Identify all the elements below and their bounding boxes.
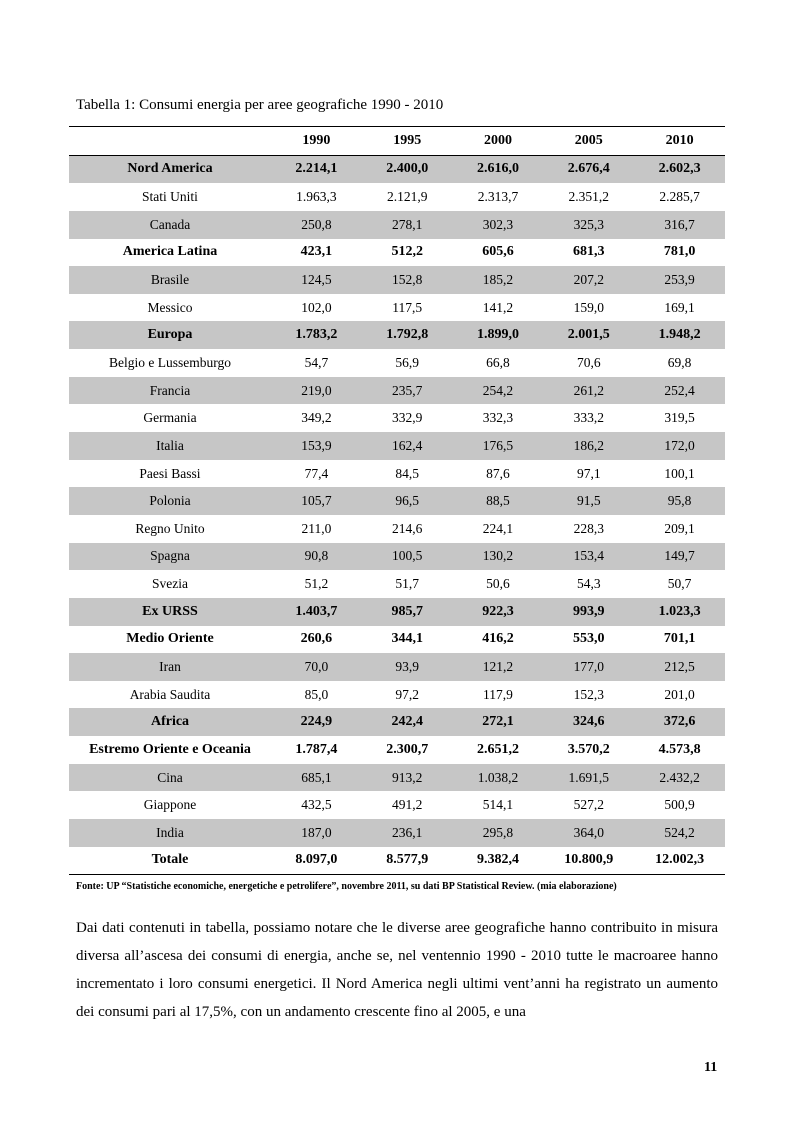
value-cell: 302,3 — [453, 211, 544, 239]
value-cell: 349,2 — [301, 410, 332, 426]
value-cell: 102,0 — [301, 299, 332, 315]
value-cell: 1.899,0 — [453, 321, 544, 349]
value-cell: 105,7 — [271, 487, 362, 515]
value-cell: 2.285,7 — [659, 189, 700, 205]
table-row — [69, 736, 725, 764]
value-cell: 1.403,7 — [271, 598, 362, 626]
value-cell: 253,9 — [634, 266, 725, 294]
region-label-cell: Francia — [69, 377, 271, 405]
value-cell: 169,1 — [664, 299, 695, 315]
table-row — [69, 598, 725, 626]
value-cell: 781,0 — [663, 244, 696, 260]
value-cell: 913,2 — [362, 764, 453, 792]
value-cell: 3.570,2 — [567, 741, 610, 757]
page-number: 11 — [704, 1060, 718, 1075]
table-row — [69, 183, 725, 211]
value-cell: 491,2 — [392, 797, 423, 813]
table-row — [69, 764, 725, 792]
value-cell: 2.300,7 — [386, 741, 429, 757]
value-cell: 514,1 — [482, 797, 514, 813]
header-cell-region — [69, 127, 271, 156]
value-cell: 90,8 — [271, 543, 362, 571]
value-cell: 681,3 — [573, 244, 605, 260]
value-cell: 54,7 — [304, 354, 329, 370]
value-cell: 211,0 — [301, 520, 332, 536]
value-cell: 261,2 — [543, 377, 634, 405]
value-cell: 325,3 — [543, 211, 634, 239]
table-row — [69, 847, 725, 875]
value-cell: 69,8 — [667, 354, 692, 370]
value-cell: 12.002,3 — [634, 847, 725, 875]
value-cell: 1.023,3 — [634, 598, 725, 626]
value-cell: 605,6 — [482, 244, 514, 260]
value-cell: 242,4 — [362, 708, 453, 736]
table-row — [69, 294, 725, 322]
value-cell: 235,7 — [362, 377, 453, 405]
region-label-cell: Giappone — [143, 797, 197, 813]
value-cell: 2.313,7 — [477, 189, 519, 205]
value-cell: 141,2 — [482, 299, 514, 315]
value-cell: 423,1 — [300, 244, 333, 260]
table-caption: Tabella 1: Consumi energia per aree geografiche 1990 - 2010 — [76, 97, 444, 113]
value-cell: 278,1 — [362, 211, 453, 239]
value-cell: 100,1 — [664, 465, 695, 481]
value-cell: 553,0 — [573, 631, 605, 647]
value-cell: 2.400,0 — [362, 155, 453, 183]
value-cell: 95,8 — [634, 487, 725, 515]
value-cell: 2.602,3 — [634, 155, 725, 183]
value-cell: 176,5 — [453, 432, 544, 460]
value-cell: 187,0 — [271, 819, 362, 847]
table-row — [69, 239, 725, 267]
table-row — [69, 404, 725, 432]
value-cell: 224,9 — [271, 708, 362, 736]
value-cell: 117,5 — [392, 299, 423, 315]
table-row — [69, 155, 725, 183]
table-source-note: Fonte: UP “Statistiche economiche, energetiche e petrolifere”, novembre 2011, su dati BP Statistical Review. (mia elaborazione) — [76, 881, 617, 892]
value-cell: 51,7 — [395, 576, 419, 592]
value-cell: 993,9 — [543, 598, 634, 626]
value-cell: 186,2 — [543, 432, 634, 460]
header-cell-year: 1990 — [271, 127, 362, 156]
value-cell: 91,5 — [543, 487, 634, 515]
region-label-cell: Stati Uniti — [142, 189, 198, 205]
region-label-cell: Nord America — [69, 155, 271, 183]
region-label-cell: Europa — [69, 321, 271, 349]
value-cell: 260,6 — [300, 631, 333, 647]
table-row — [69, 653, 725, 681]
body-paragraph — [76, 914, 718, 1026]
region-label-cell: Brasile — [69, 266, 271, 294]
header-cell-year: 2000 — [453, 127, 544, 156]
value-cell: 319,5 — [664, 410, 695, 426]
value-cell: 9.382,4 — [453, 847, 544, 875]
value-cell: 512,2 — [391, 244, 423, 260]
value-cell: 207,2 — [543, 266, 634, 294]
table-row — [69, 377, 725, 405]
value-cell: 500,9 — [664, 797, 695, 813]
value-cell: 332,9 — [392, 410, 423, 426]
value-cell: 149,7 — [634, 543, 725, 571]
value-cell: 228,3 — [573, 520, 604, 536]
value-cell: 250,8 — [271, 211, 362, 239]
value-cell: 152,8 — [362, 266, 453, 294]
region-label-cell: America Latina — [122, 244, 218, 260]
value-cell: 2.121,9 — [386, 189, 428, 205]
value-cell: 88,5 — [453, 487, 544, 515]
value-cell: 66,8 — [486, 354, 510, 370]
value-cell: 87,6 — [486, 465, 510, 481]
region-label-cell: Messico — [147, 299, 193, 315]
region-label-cell: Iran — [69, 653, 271, 681]
value-cell: 153,9 — [271, 432, 362, 460]
table-row — [69, 349, 725, 377]
table-row — [69, 791, 725, 819]
value-cell: 432,5 — [301, 797, 332, 813]
region-label-cell: Canada — [69, 211, 271, 239]
value-cell: 4.573,8 — [658, 741, 701, 757]
value-cell: 212,5 — [634, 653, 725, 681]
table-row — [69, 266, 725, 294]
value-cell: 1.948,2 — [634, 321, 725, 349]
value-cell: 922,3 — [453, 598, 544, 626]
region-label-cell: Germania — [143, 410, 197, 426]
value-cell: 2.001,5 — [543, 321, 634, 349]
value-cell: 364,0 — [543, 819, 634, 847]
value-cell: 254,2 — [453, 377, 544, 405]
value-cell: 2.432,2 — [634, 764, 725, 792]
value-cell: 124,5 — [271, 266, 362, 294]
value-cell: 8.577,9 — [362, 847, 453, 875]
value-cell: 77,4 — [304, 465, 329, 481]
region-label-cell: India — [69, 819, 271, 847]
value-cell: 201,0 — [664, 686, 695, 702]
table-row — [69, 570, 725, 598]
value-cell: 50,6 — [486, 576, 510, 592]
value-cell: 214,6 — [392, 520, 423, 536]
region-label-cell: Spagna — [69, 543, 271, 571]
value-cell: 527,2 — [573, 797, 604, 813]
region-label-cell: Belgio e Lussemburgo — [109, 354, 231, 370]
value-cell: 121,2 — [453, 653, 544, 681]
header-cell-year: 2010 — [634, 127, 725, 156]
region-label-cell: Africa — [69, 708, 271, 736]
value-cell: 153,4 — [543, 543, 634, 571]
value-cell: 51,2 — [304, 576, 329, 592]
value-cell: 117,9 — [483, 686, 513, 702]
region-label-cell: Italia — [69, 432, 271, 460]
value-cell: 372,6 — [634, 708, 725, 736]
value-cell: 2.214,1 — [271, 155, 362, 183]
value-cell: 97,1 — [576, 465, 601, 481]
region-label-cell: Regno Unito — [135, 520, 205, 536]
value-cell: 1.792,8 — [362, 321, 453, 349]
table-row — [69, 543, 725, 571]
table-row — [69, 460, 725, 488]
table-row — [69, 708, 725, 736]
value-cell: 85,0 — [304, 686, 329, 702]
region-label-cell: Polonia — [69, 487, 271, 515]
value-cell: 1.783,2 — [271, 321, 362, 349]
value-cell: 177,0 — [543, 653, 634, 681]
value-cell: 224,1 — [482, 520, 514, 536]
value-cell: 50,7 — [667, 576, 692, 592]
value-cell: 8.097,0 — [271, 847, 362, 875]
value-cell: 1.691,5 — [543, 764, 634, 792]
value-cell: 701,1 — [663, 631, 696, 647]
value-cell: 84,5 — [395, 465, 419, 481]
value-cell: 159,0 — [573, 299, 604, 315]
table-row — [69, 515, 725, 543]
value-cell: 54,3 — [576, 576, 601, 592]
value-cell: 2.676,4 — [543, 155, 634, 183]
value-cell: 524,2 — [634, 819, 725, 847]
value-cell: 219,0 — [271, 377, 362, 405]
region-label-cell: Arabia Saudita — [129, 686, 211, 702]
value-cell: 93,9 — [362, 653, 453, 681]
table-header-row — [69, 127, 725, 156]
value-cell: 56,9 — [395, 354, 419, 370]
value-cell: 152,3 — [573, 686, 604, 702]
table-row — [69, 432, 725, 460]
value-cell: 10.800,9 — [543, 847, 634, 875]
value-cell: 316,7 — [634, 211, 725, 239]
value-cell: 2.651,2 — [476, 741, 519, 757]
value-cell: 96,5 — [362, 487, 453, 515]
value-cell: 2.616,0 — [453, 155, 544, 183]
value-cell: 172,0 — [634, 432, 725, 460]
paragraph-text: Dai dati contenuti in tabella, possiamo notare che le diverse aree geografiche hanno contribuito in misura diversa all’ascesa dei consumi di energia, anche se, nel ventennio 1990 - 2010 tutte le macroaree hanno incrementato i loro consumi energetici. Il Nord America negli ultimi vent’anni ha registrato un aumento dei consumi pari al 17,5%, con un andamento crescente fino al 2005, e una — [76, 920, 718, 1020]
value-cell: 70,0 — [271, 653, 362, 681]
region-label-cell: Ex URSS — [69, 598, 271, 626]
value-cell: 252,4 — [634, 377, 725, 405]
value-cell: 985,7 — [362, 598, 453, 626]
region-label-cell: Medio Oriente — [126, 631, 214, 647]
value-cell: 162,4 — [362, 432, 453, 460]
value-cell: 130,2 — [453, 543, 544, 571]
value-cell: 295,8 — [453, 819, 544, 847]
table-row — [69, 321, 725, 349]
value-cell: 416,2 — [482, 631, 514, 647]
table-row — [69, 819, 725, 847]
table-row — [69, 487, 725, 515]
value-cell: 344,1 — [391, 631, 423, 647]
value-cell: 272,1 — [453, 708, 544, 736]
region-label-cell: Totale — [69, 847, 271, 875]
value-cell: 185,2 — [453, 266, 544, 294]
value-cell: 100,5 — [362, 543, 453, 571]
value-cell: 1.038,2 — [453, 764, 544, 792]
energy-consumption-table — [69, 126, 725, 875]
value-cell: 97,2 — [395, 686, 419, 702]
value-cell: 1.963,3 — [296, 189, 337, 205]
header-cell-year: 2005 — [543, 127, 634, 156]
value-cell: 1.787,4 — [295, 741, 338, 757]
value-cell: 685,1 — [271, 764, 362, 792]
value-cell: 209,1 — [664, 520, 695, 536]
table-row — [69, 681, 725, 709]
value-cell: 236,1 — [362, 819, 453, 847]
region-label-cell: Cina — [69, 764, 271, 792]
region-label-cell: Paesi Bassi — [139, 465, 201, 481]
value-cell: 332,3 — [482, 410, 514, 426]
value-cell: 70,6 — [576, 354, 601, 370]
value-cell: 333,2 — [573, 410, 604, 426]
region-label-cell: Estremo Oriente e Oceania — [89, 741, 251, 757]
header-cell-year: 1995 — [362, 127, 453, 156]
value-cell: 2.351,2 — [568, 189, 610, 205]
table-row — [69, 626, 725, 654]
value-cell: 324,6 — [543, 708, 634, 736]
region-label-cell: Svezia — [152, 576, 188, 592]
table-row — [69, 211, 725, 239]
